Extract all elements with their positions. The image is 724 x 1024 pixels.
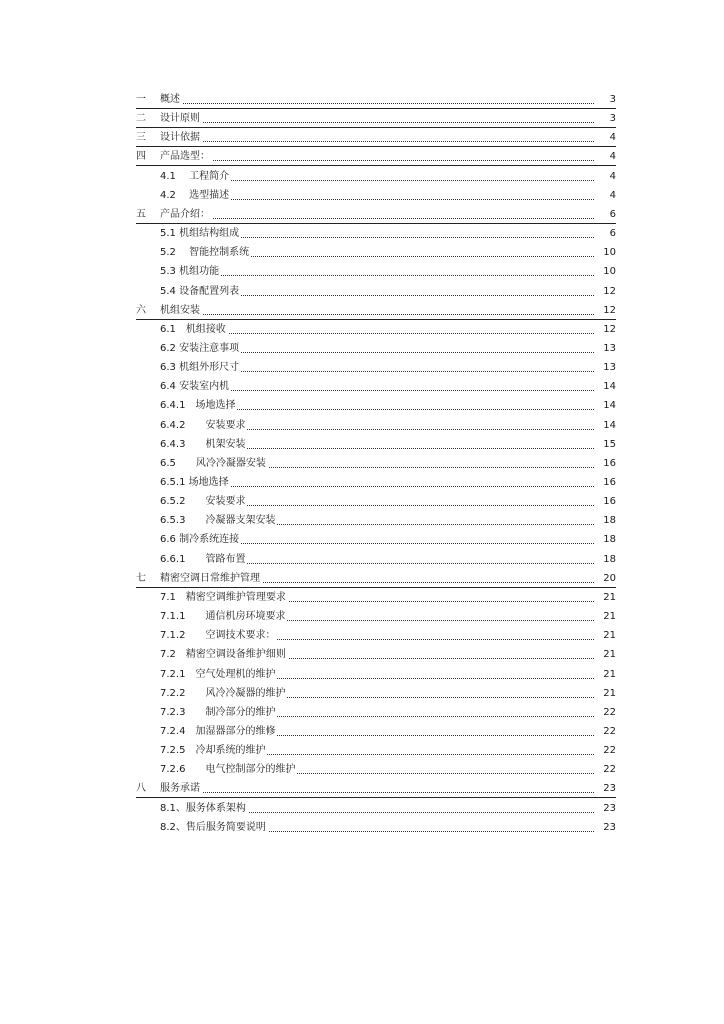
toc-chapter-number: 一	[136, 94, 146, 105]
toc-entry[interactable]	[0, 284, 724, 300]
toc-entry[interactable]	[0, 130, 724, 146]
toc-chapter-rule	[136, 319, 616, 320]
toc-chapter-number: 四	[136, 151, 146, 163]
toc-dot-leader	[160, 122, 594, 123]
toc-page-number: 22	[603, 764, 616, 776]
toc-page-number: 23	[603, 783, 616, 795]
toc-entry-title: 5.3 机组功能	[160, 266, 220, 278]
toc-chapter-number: 六	[136, 304, 146, 316]
toc-page-number: 6	[609, 208, 616, 220]
toc-page-number: 12	[603, 323, 616, 335]
toc-page-number: 14	[603, 400, 616, 412]
toc-entry[interactable]	[0, 437, 724, 453]
toc-page-number: 10	[603, 247, 616, 259]
toc-page-number: 16	[603, 496, 616, 508]
toc-entry-title: 7.2.6 电气控制部分的维护	[160, 764, 296, 776]
toc-entry-title: 7.2.2 风冷冷凝器的维护	[160, 687, 286, 699]
toc-entry[interactable]	[0, 628, 724, 644]
toc-entry-title: 8.2、售后服务简要说明	[160, 821, 266, 833]
toc-page-number: 12	[603, 285, 616, 297]
toc-page-number: 16	[603, 477, 616, 488]
toc-entry[interactable]	[0, 552, 724, 568]
toc-dot-leader	[160, 314, 594, 315]
toc-chapter-rule	[136, 587, 616, 588]
toc-entry-title: 7.2.1 空气处理机的维护	[160, 668, 276, 680]
toc-entry[interactable]	[0, 532, 724, 548]
toc-entry-title: 设计原则	[160, 113, 200, 125]
toc-page-number: 22	[603, 745, 616, 757]
toc-entry[interactable]	[0, 169, 724, 185]
toc-page-number: 18	[603, 534, 616, 546]
toc-entry-title: 7.2 精密空调设备维护细则	[160, 649, 286, 661]
toc-chapter-rule	[136, 146, 616, 147]
toc-entry[interactable]	[0, 667, 724, 683]
toc-chapter-rule	[136, 165, 616, 166]
toc-page-number: 21	[603, 591, 616, 603]
toc-page-number: 10	[603, 266, 616, 278]
toc-entry-title: 7.2.3 制冷部分的维护	[160, 706, 276, 718]
toc-entry-title: 5.2 智能控制系统	[160, 247, 250, 259]
toc-dot-leader	[160, 141, 594, 142]
toc-entry[interactable]	[0, 398, 724, 414]
toc-entry-title: 6.4 安装室内机	[160, 381, 230, 393]
toc-page-number: 3	[609, 113, 616, 125]
toc-page-number: 14	[603, 419, 616, 431]
toc-page-number: 4	[609, 189, 616, 201]
toc-dot-leader	[160, 160, 594, 161]
toc-entry[interactable]	[0, 264, 724, 280]
toc-entry[interactable]	[0, 322, 724, 338]
toc-page-number: 3	[609, 94, 616, 105]
toc-page-number: 22	[603, 725, 616, 737]
toc-page-number: 23	[603, 821, 616, 833]
toc-entry-title: 7.2.4 加湿器部分的维修	[160, 725, 276, 737]
toc-entry-title: 产品选型：	[160, 151, 210, 163]
toc-page-number: 21	[603, 630, 616, 642]
toc-entry-title: 5.1 机组结构组成	[160, 228, 240, 240]
toc-chapter-rule	[136, 797, 616, 798]
toc-entry-title: 4.1 工程简介	[160, 170, 230, 182]
toc-entry-title: 概述	[160, 94, 180, 105]
toc-dot-leader	[160, 275, 594, 276]
toc-chapter-number: 三	[136, 132, 146, 144]
toc-entry[interactable]	[0, 801, 724, 817]
toc-entry[interactable]	[0, 686, 724, 702]
toc-entry[interactable]	[0, 456, 724, 472]
toc-entry[interactable]	[0, 379, 724, 395]
toc-entry-title: 6.5.2 安装要求	[160, 496, 246, 508]
toc-page-number: 21	[603, 611, 616, 623]
toc-entry[interactable]	[0, 188, 724, 204]
toc-entry-title: 6.6.1 管路布置	[160, 553, 246, 565]
toc-page-number: 21	[603, 687, 616, 699]
toc-page-number: 22	[603, 706, 616, 718]
toc-entry-title: 6.4.3 机架安装	[160, 438, 246, 450]
toc-entry-title: 6.3 机组外形尺寸	[160, 362, 240, 374]
toc-entry-title: 6.1 机组接收	[160, 323, 226, 335]
toc-entry-title: 6.4.2 安装要求	[160, 419, 246, 431]
toc-entry[interactable]	[0, 820, 724, 836]
toc-dot-leader	[160, 218, 594, 219]
toc-entry[interactable]	[0, 149, 724, 165]
toc-chapter-rule	[136, 108, 616, 109]
toc-entry[interactable]	[0, 92, 724, 108]
toc-entry[interactable]	[0, 494, 724, 510]
toc-entry[interactable]	[0, 781, 724, 797]
toc-dot-leader	[160, 103, 594, 104]
toc-entry[interactable]	[0, 303, 724, 319]
toc-entry-title: 服务承诺	[160, 783, 200, 795]
toc-entry-title: 设计依据	[160, 132, 200, 144]
toc-page-number: 13	[603, 362, 616, 374]
toc-chapter-number: 二	[136, 113, 146, 125]
toc-entry-title: 6.5.3 冷凝器支架安装	[160, 515, 276, 527]
toc-entry-title: 精密空调日常维护管理	[160, 572, 260, 584]
toc-page-number: 18	[603, 553, 616, 565]
toc-entry-title: 6.5.1 场地选择	[160, 477, 229, 488]
toc-entry-title: 6.2 安装注意事项	[160, 342, 240, 354]
toc-entry-title: 7.2.5 冷却系统的维护	[160, 745, 266, 757]
toc-entry[interactable]	[0, 111, 724, 127]
toc-entry[interactable]	[0, 724, 724, 740]
toc-entry[interactable]	[0, 762, 724, 778]
toc-page-number: 16	[603, 457, 616, 469]
toc-entry[interactable]	[0, 609, 724, 625]
toc-entry-title: 6.4.1 场地选择	[160, 400, 236, 412]
toc-page-number: 15	[603, 438, 616, 450]
toc-entry-title: 7.1.1 通信机房环境要求	[160, 611, 286, 623]
toc-entry[interactable]	[0, 245, 724, 261]
toc-entry[interactable]	[0, 226, 724, 242]
toc-chapter-number: 七	[136, 572, 146, 584]
toc-entry-title: 8.1、服务体系架构	[160, 802, 246, 814]
toc-chapter-rule	[136, 223, 616, 224]
toc-entry[interactable]	[0, 475, 724, 491]
toc-entry-title: 6.6 制冷系统连接	[160, 534, 240, 546]
toc-page-number: 4	[609, 132, 616, 144]
toc-entry[interactable]	[0, 743, 724, 759]
toc-dot-leader	[160, 792, 594, 793]
toc-page-number: 20	[603, 572, 616, 584]
toc-page-number: 21	[603, 668, 616, 680]
toc-page-number: 18	[603, 515, 616, 527]
toc-page-number: 14	[603, 381, 616, 393]
toc-entry-title: 7.1.2 空调技术要求：	[160, 630, 276, 642]
toc-entry[interactable]	[0, 513, 724, 529]
toc-entry[interactable]	[0, 418, 724, 434]
toc-entry[interactable]	[0, 590, 724, 606]
toc-page-number: 6	[609, 228, 616, 240]
toc-entry[interactable]	[0, 647, 724, 663]
toc-page-number: 4	[609, 170, 616, 182]
toc-page-number: 21	[603, 649, 616, 661]
toc-page-number: 12	[603, 304, 616, 316]
toc-entry[interactable]	[0, 571, 724, 587]
toc-entry-title: 7.1 精密空调维护管理要求	[160, 591, 286, 603]
toc-chapter-number: 八	[136, 783, 146, 795]
toc-entry[interactable]	[0, 705, 724, 721]
toc-entry-title: 4.2 选型描述	[160, 189, 230, 201]
toc-entry-title: 产品介绍：	[160, 208, 210, 220]
toc-entry[interactable]	[0, 360, 724, 376]
toc-page-number: 23	[603, 802, 616, 814]
toc-entry-title: 5.4 设备配置列表	[160, 285, 240, 297]
toc-entry-title: 6.5 风冷冷凝器安装	[160, 457, 266, 469]
toc-chapter-rule	[136, 127, 616, 128]
toc-entry[interactable]	[0, 341, 724, 357]
toc-entry[interactable]	[0, 207, 724, 223]
toc-page-number: 4	[609, 151, 616, 163]
toc-entry-title: 机组安装	[160, 304, 200, 316]
toc-chapter-number: 五	[136, 208, 146, 220]
toc-page-number: 13	[603, 342, 616, 354]
